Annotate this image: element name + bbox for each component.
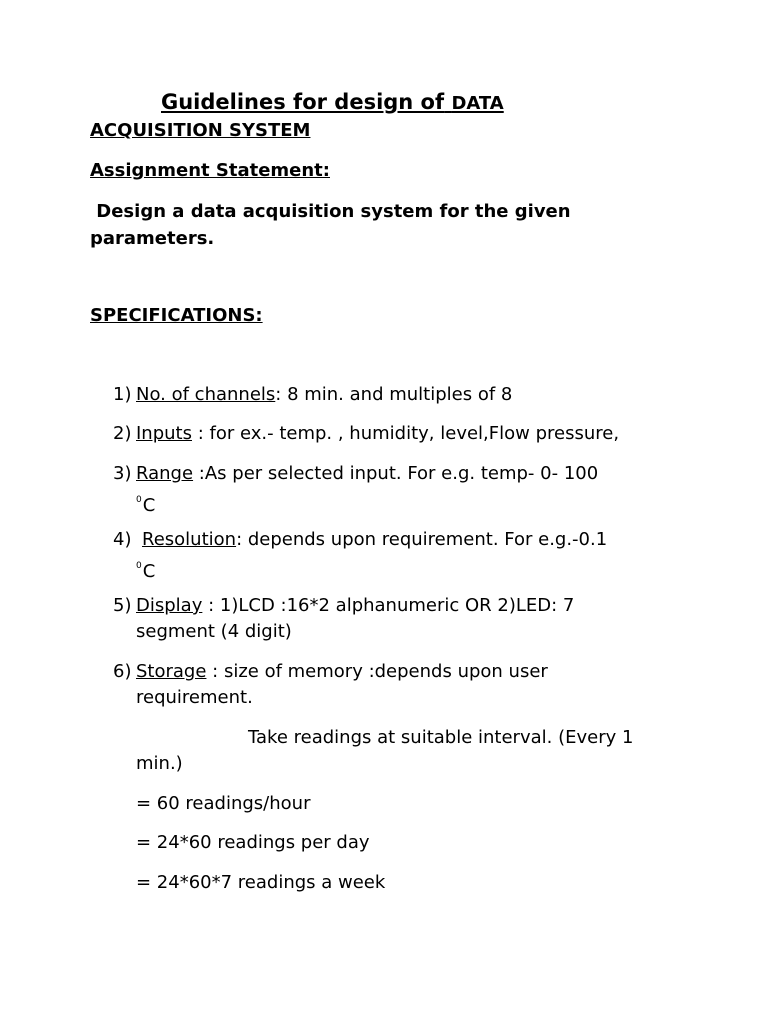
assignment-heading: Assignment Statement: bbox=[90, 160, 330, 181]
spec-item-text: : for ex.- temp. , humidity, level,Flow pressure, bbox=[192, 423, 620, 444]
storage-note: = 60 readings/hour bbox=[136, 793, 311, 814]
title-continuation: ACQUISITION SYSTEM bbox=[90, 120, 311, 141]
spec-item bbox=[0, 382, 768, 408]
spec-item-label: Resolution bbox=[142, 529, 237, 550]
spec-item-number: 2) bbox=[113, 423, 132, 444]
spec-item-continuation: segment (4 digit) bbox=[136, 621, 292, 642]
specifications-heading: SPECIFICATIONS: bbox=[90, 305, 263, 326]
degree-superscript: 0 bbox=[136, 561, 142, 571]
assignment-statement bbox=[90, 198, 690, 252]
page-title bbox=[161, 90, 504, 114]
spec-item bbox=[0, 527, 768, 582]
spec-item-text: : 8 min. and multiples of 8 bbox=[275, 384, 513, 405]
title-part-1: Guidelines for design of bbox=[161, 90, 445, 114]
assignment-statement-text: Design a data acquisition system for the given parameters. bbox=[90, 201, 571, 249]
storage-note: min.) bbox=[136, 753, 183, 774]
spec-item-continuation: C bbox=[142, 495, 156, 516]
spec-item-text: : size of memory :depends upon user bbox=[206, 661, 548, 682]
spec-item-number: 6) bbox=[113, 661, 132, 682]
spec-item-number: 4) bbox=[113, 529, 132, 550]
spec-item-label: Inputs bbox=[136, 423, 192, 444]
spec-item-text: :As per selected input. For e.g. temp- 0- 100 bbox=[193, 463, 599, 484]
spec-item bbox=[0, 461, 768, 516]
spec-item-text: : depends upon requirement. For e.g.-0.1 bbox=[236, 529, 608, 550]
spec-item-label: No. of channels bbox=[136, 384, 276, 405]
spec-item-label: Range bbox=[136, 463, 194, 484]
spec-item-number: 3) bbox=[113, 463, 132, 484]
spec-item-label: Storage bbox=[136, 661, 207, 682]
storage-note: = 24*60*7 readings a week bbox=[136, 872, 386, 893]
spec-item-continuation: requirement. bbox=[136, 687, 253, 708]
spec-item bbox=[0, 593, 768, 645]
spec-item-continuation: C bbox=[142, 561, 156, 582]
storage-note: = 24*60 readings per day bbox=[136, 832, 370, 853]
degree-superscript: 0 bbox=[136, 495, 142, 505]
spec-item-label: Display bbox=[136, 595, 203, 616]
spec-item-text: : 1)LCD :16*2 alphanumeric OR 2)LED: 7 bbox=[202, 595, 575, 616]
title-part-2: DATA bbox=[451, 93, 504, 114]
spec-item bbox=[0, 421, 768, 447]
spec-item bbox=[0, 659, 768, 711]
spec-item-number: 1) bbox=[113, 384, 132, 405]
storage-note: Take readings at suitable interval. (Every 1 bbox=[248, 727, 634, 748]
spec-item-number: 5) bbox=[113, 595, 132, 616]
